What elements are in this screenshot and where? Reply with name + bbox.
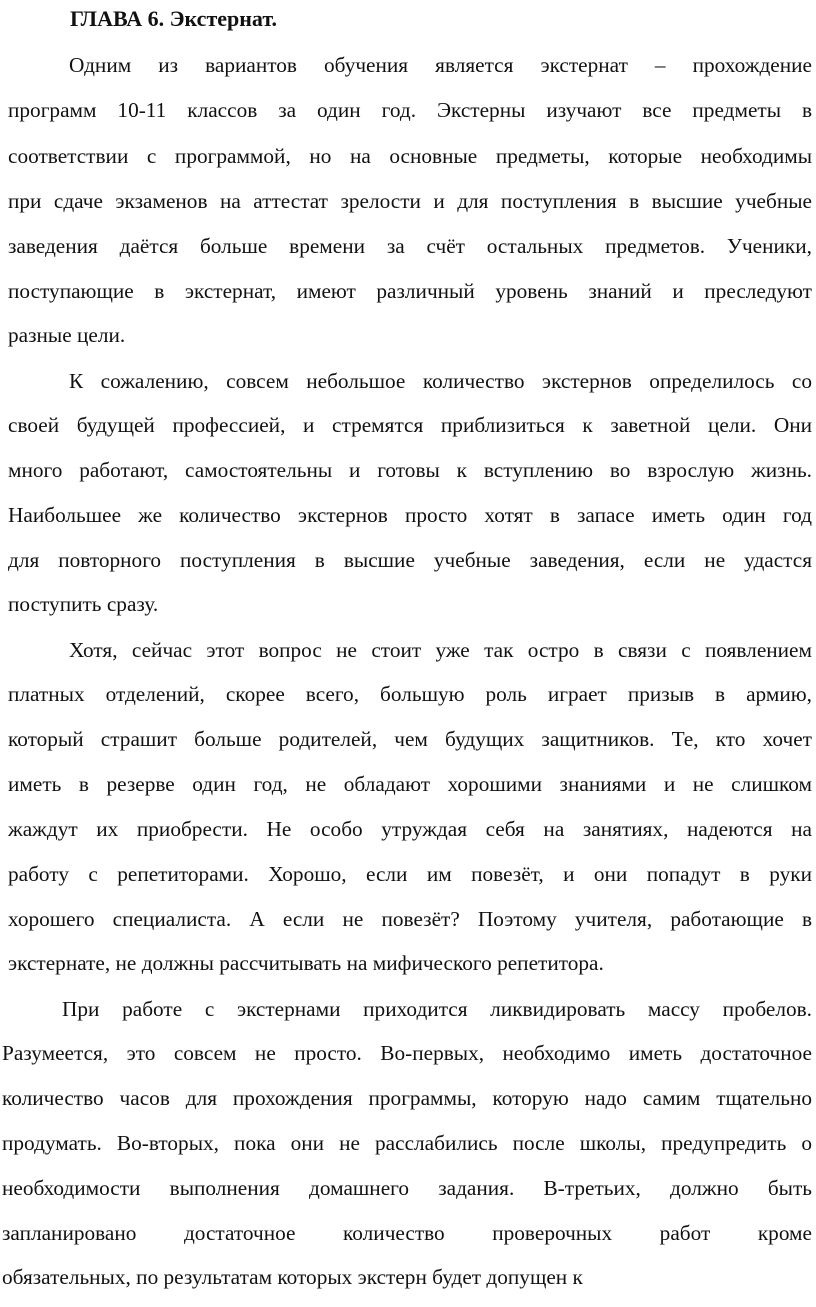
paragraph-2-line-5: для повторного поступления в высшие учебные заведения, если не удастся	[8, 548, 812, 572]
paragraph-1-line-2: программ 10-11 классов за один год. Экстерны изучают все предметы в	[8, 98, 812, 122]
paragraph-1-line-4: при сдаче экзаменов на аттестат зрелости и для поступления в высшие учебные	[8, 189, 812, 213]
paragraph-4-line-6: запланировано достаточное количество проверочных работ кроме	[2, 1221, 812, 1245]
paragraph-1-line-6: поступающие в экстернат, имеют различный уровень знаний и преследуют	[8, 279, 812, 303]
paragraph-1-line-5: заведения даётся больше времени за счёт остальных предметов. Ученики,	[8, 234, 812, 258]
paragraph-3-line-4: иметь в резерве один год, не обладают хорошими знаниями и не слишком	[8, 772, 812, 796]
paragraph-2-line-4: Наибольшее же количество экстернов просто хотят в запасе иметь один год	[8, 503, 812, 527]
paragraph-2-line-1: К сожалению, совсем небольшое количество экстернов определилось со	[69, 369, 812, 393]
paragraph-3-line-7: хорошего специалиста. А если не повезёт? Поэтому учителя, работающие в	[8, 907, 812, 931]
paragraph-4-line-4: продумать. Во-вторых, пока они не расслабились после школы, предупредить о	[2, 1131, 812, 1155]
paragraph-4-line-2: Разумеется, это совсем не просто. Во-первых, необходимо иметь достаточное	[2, 1041, 812, 1065]
paragraph-1-line-7: разные цели.	[8, 323, 126, 347]
paragraph-1-line-1: Одним из вариантов обучения является экстернат – прохождение	[69, 53, 812, 77]
paragraph-4-line-7: обязательных, по результатам которых экстерн будет допущен к	[2, 1265, 583, 1289]
paragraph-3-line-5: жаждут их приобрести. Не особо утруждая себя на занятиях, надеются на	[8, 817, 812, 841]
paragraph-3-line-2: платных отделений, скорее всего, большую роль играет призыв в армию,	[8, 682, 812, 706]
paragraph-2-line-3: много работают, самостоятельны и готовы к вступлению во взрослую жизнь.	[8, 458, 812, 482]
paragraph-4-line-3: количество часов для прохождения программы, которую надо самим тщательно	[2, 1086, 812, 1110]
paragraph-2-line-2: своей будущей профессией, и стремятся приблизиться к заветной цели. Они	[8, 413, 812, 437]
paragraph-3-line-3: который страшит больше родителей, чем будущих защитников. Те, кто хочет	[8, 727, 812, 751]
paragraph-1-line-3: соответствии с программой, но на основные предметы, которые необходимы	[8, 144, 812, 168]
paragraph-4-line-1: При работе с экстернами приходится ликвидировать массу пробелов.	[62, 997, 812, 1021]
paragraph-3-line-1: Хотя, сейчас этот вопрос не стоит уже так остро в связи с появлением	[69, 638, 812, 662]
paragraph-3-line-8: экстернате, не должны рассчитывать на мифического репетитора.	[8, 951, 604, 975]
paragraph-2-line-6: поступить сразу.	[8, 592, 159, 616]
paragraph-3-line-6: работу с репетиторами. Хорошо, если им повезёт, и они попадут в руки	[8, 862, 812, 886]
paragraph-4-line-5: необходимости выполнения домашнего задания. В-третьих, должно быть	[2, 1176, 812, 1200]
chapter-heading: ГЛАВА 6. Экстернат.	[70, 6, 278, 31]
